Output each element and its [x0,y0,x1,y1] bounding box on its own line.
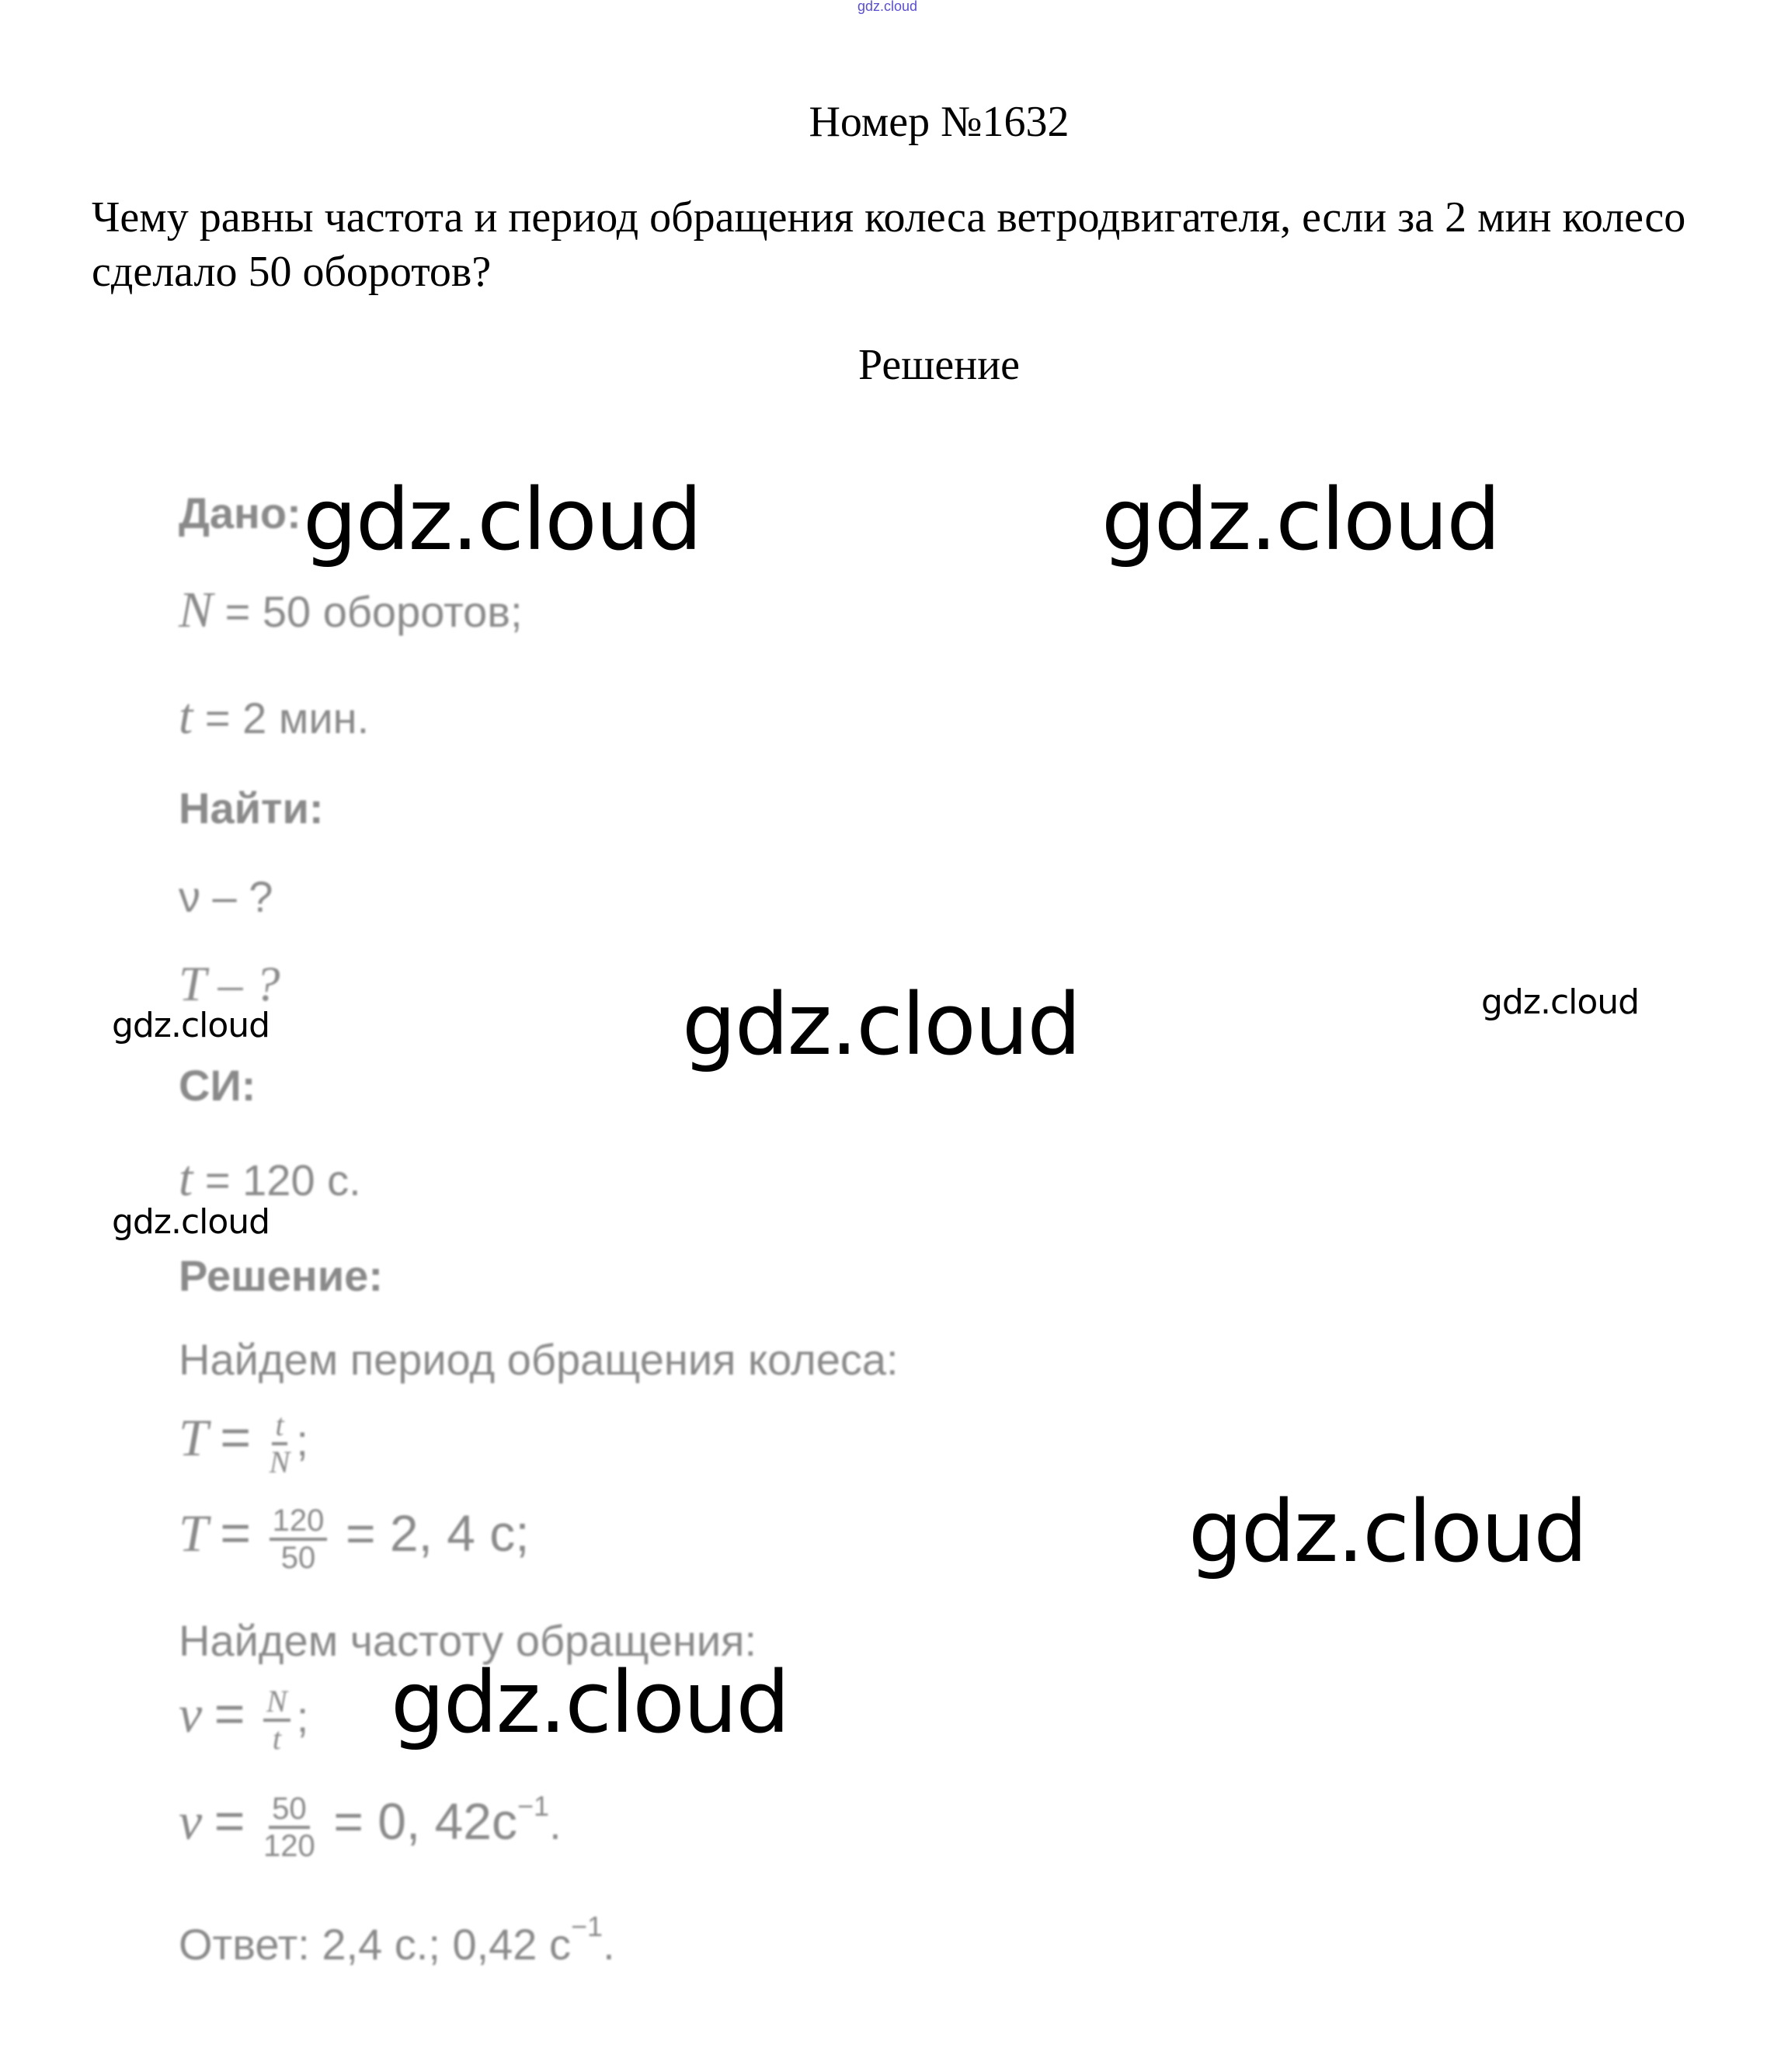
si-t-var: t [179,1150,193,1207]
si-t [179,1149,361,1208]
given-t-value: = 2 мин. [193,694,370,742]
frequency-text: Найдем частоту обращения: [179,1616,757,1665]
period-calc-result: = 2, 4 с; [345,1504,530,1562]
find-t: T – ? [179,956,280,1011]
fraction-numerator: N [263,1684,290,1722]
answer [179,1910,615,1969]
given-t-var: t [179,688,193,745]
problem-statement: Чему равны частота и период обращения колеса ветродвигателя, если за 2 мин колесо сделало 50 оборотов? [92,193,1686,296]
frequency-exponent: −1 [517,1790,550,1822]
watermark: gdz.cloud [682,975,1080,1074]
period-formula-lhs: T [179,1408,208,1467]
frequency-formula-fraction [263,1684,290,1756]
fraction-numerator: 120 [270,1504,328,1541]
given-t [179,687,369,746]
given-n-var: N [179,582,214,638]
frequency-calc-end: . [549,1799,562,1848]
watermark: gdz.cloud [1481,982,1640,1022]
period-calc-fraction [270,1504,328,1575]
given-label: Дано: [179,488,301,537]
si-t-value: = 120 с. [193,1156,361,1205]
watermark: gdz.cloud [1101,470,1500,569]
fraction-numerator: 50 [269,1792,310,1829]
find-label: Найти: [179,784,324,833]
period-formula-fraction [270,1408,290,1479]
frequency-calc-lhs: ν [179,1792,203,1851]
frequency-formula: ν = $\frac{N}{t}$ ; [179,1684,309,1757]
period-text: Найдем период обращения колеса: [179,1335,899,1384]
watermark: gdz.cloud [112,1202,270,1242]
fraction-denominator: 50 [280,1541,316,1576]
find-nu: ν – ? [179,872,273,921]
frequency-calc: ν = $\frac{50}{120}$ = 0, $42с^{-1}$. [179,1790,562,1864]
watermark: gdz.cloud [112,1006,270,1045]
given-n-value: = 50 оборотов; [213,587,523,636]
fraction-denominator: 120 [263,1829,315,1864]
solution-label: Решение: [179,1251,383,1300]
solution-heading: Решение [857,341,1021,389]
frequency-formula-tail: ; [296,1692,309,1741]
answer-text: Ответ: 2,4 с.; 0,42 с [179,1920,572,1969]
fraction-numerator: t [272,1408,287,1445]
given-n [179,581,523,640]
frequency-formula-lhs: ν [179,1684,203,1743]
period-formula: T = $\frac{t}{N}$ ; [179,1407,308,1480]
fraction-denominator: N [269,1444,290,1480]
site-mark[interactable]: gdz.cloud [857,0,918,14]
watermark: gdz.cloud [303,470,701,569]
period-calc-lhs: T [179,1504,208,1563]
page-title: Номер №1632 [809,98,1070,146]
watermark: gdz.cloud [1188,1482,1587,1581]
si-label: СИ: [179,1061,256,1110]
frequency-calc-fraction [263,1792,315,1863]
watermark: gdz.cloud [391,1653,789,1752]
frequency-calc-result: = 0, 42с [333,1792,518,1850]
answer-end: . [603,1920,615,1969]
answer-exponent: −1 [571,1910,604,1942]
period-formula-tail: ; [296,1416,308,1465]
period-calc: T = $\frac{120}{50}$ = 2, 4 с; [179,1504,530,1576]
fraction-denominator: t [272,1721,281,1757]
